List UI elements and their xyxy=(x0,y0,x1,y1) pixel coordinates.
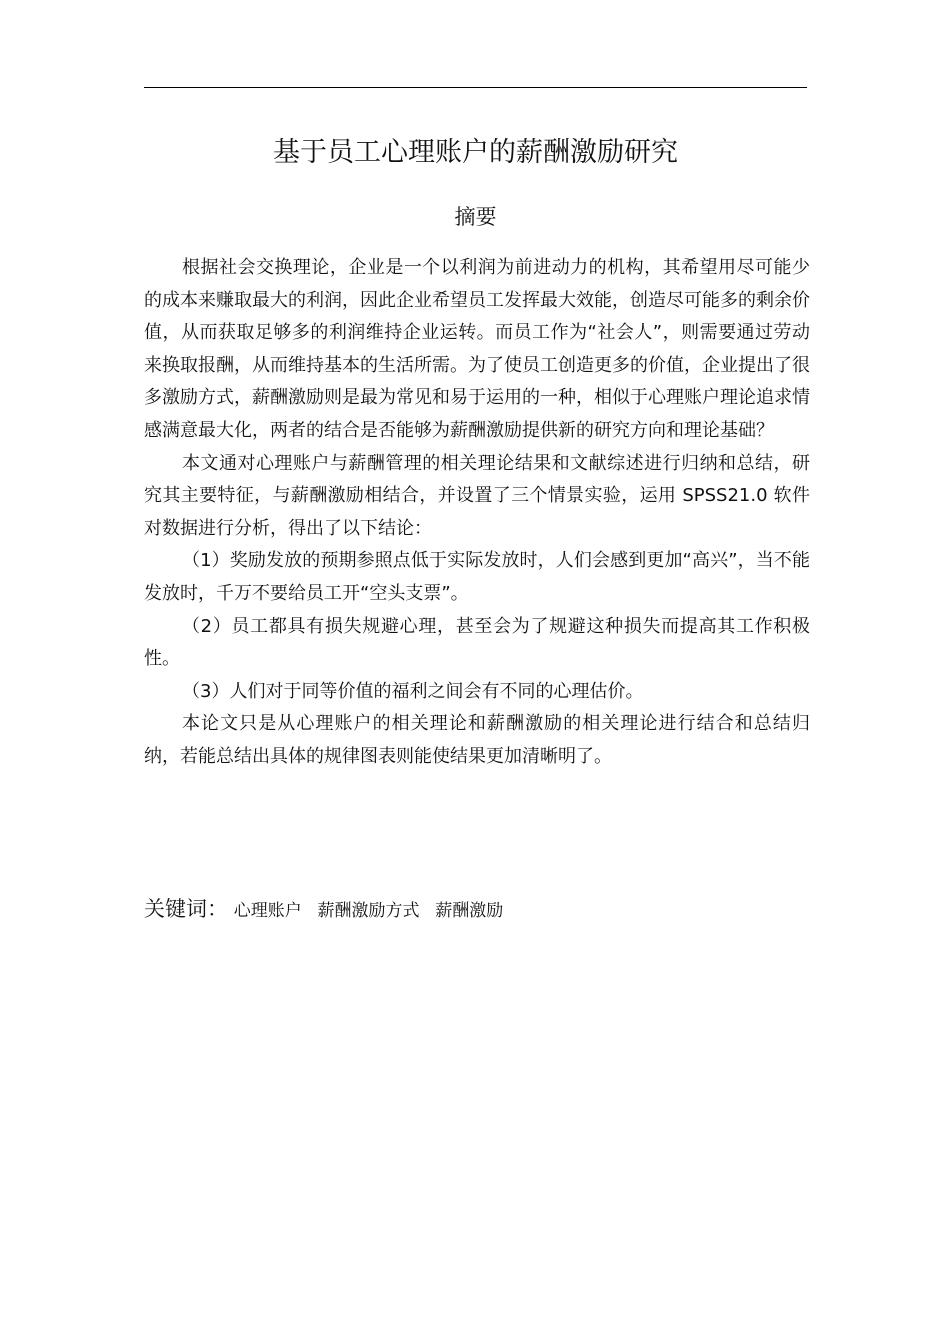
paper-title: 基于员工心理账户的薪酬激励研究 xyxy=(273,137,678,168)
keywords-label: 关键词： xyxy=(144,897,228,921)
abstract-paragraph: 根据社会交换理论，企业是一个以利润为前进动力的机构，其希望用尽可能少的成本来赚取最大的利润，因此企业希望员工发挥最大效能，创造尽可能多的剩余价值，从而获取足够多的利润维持企业运转。而员工作为“社会人”，则需要通过劳动来换取报酬，从而维持基本的生活所需。为了使员工创造更多的价值，企业提出了很多激励方式，薪酬激励则是最为常见和易于运用的一种，相似于心理账户理论追求情感满意最大化，两者的结合是否能够为薪酬激励提供新的研究方向和理论基础？ xyxy=(144,257,810,441)
keyword: 心理账户 xyxy=(233,901,302,921)
abstract-body xyxy=(144,252,810,774)
keywords-line xyxy=(144,893,807,927)
conclusion-item: （2）员工都具有损失规避心理，甚至会为了规避这种损失而提高其工作积极性。 xyxy=(144,615,810,670)
header-rule xyxy=(144,87,807,88)
conclusion-item: （1）奖励发放的预期参照点低于实际发放时，人们会感到更加“高兴”，当不能发放时，千万不要给员工开“空头支票”。 xyxy=(144,550,810,604)
abstract-heading: 摘要 xyxy=(454,205,497,229)
keyword: 薪酬激励方式 xyxy=(317,901,420,921)
keyword: 薪酬激励 xyxy=(435,901,504,921)
conclusion-item: （3）人们对于同等价值的福利之间会有不同的心理估价。 xyxy=(182,680,644,702)
abstract-paragraph: 本论文只是从心理账户的相关理论和薪酬激励的相关理论进行结合和总结归纳，若能总结出具体的规律图表则能使结果更加清晰明了。 xyxy=(144,713,810,767)
abstract-paragraph: 本文通对心理账户与薪酬管理的相关理论结果和文献综述进行归纳和总结，研究其主要特征，与薪酬激励相结合，并设置了三个情景实验，运用 SPSS21.0 软件对数据进行分析，得出了以下结论： xyxy=(144,452,810,539)
